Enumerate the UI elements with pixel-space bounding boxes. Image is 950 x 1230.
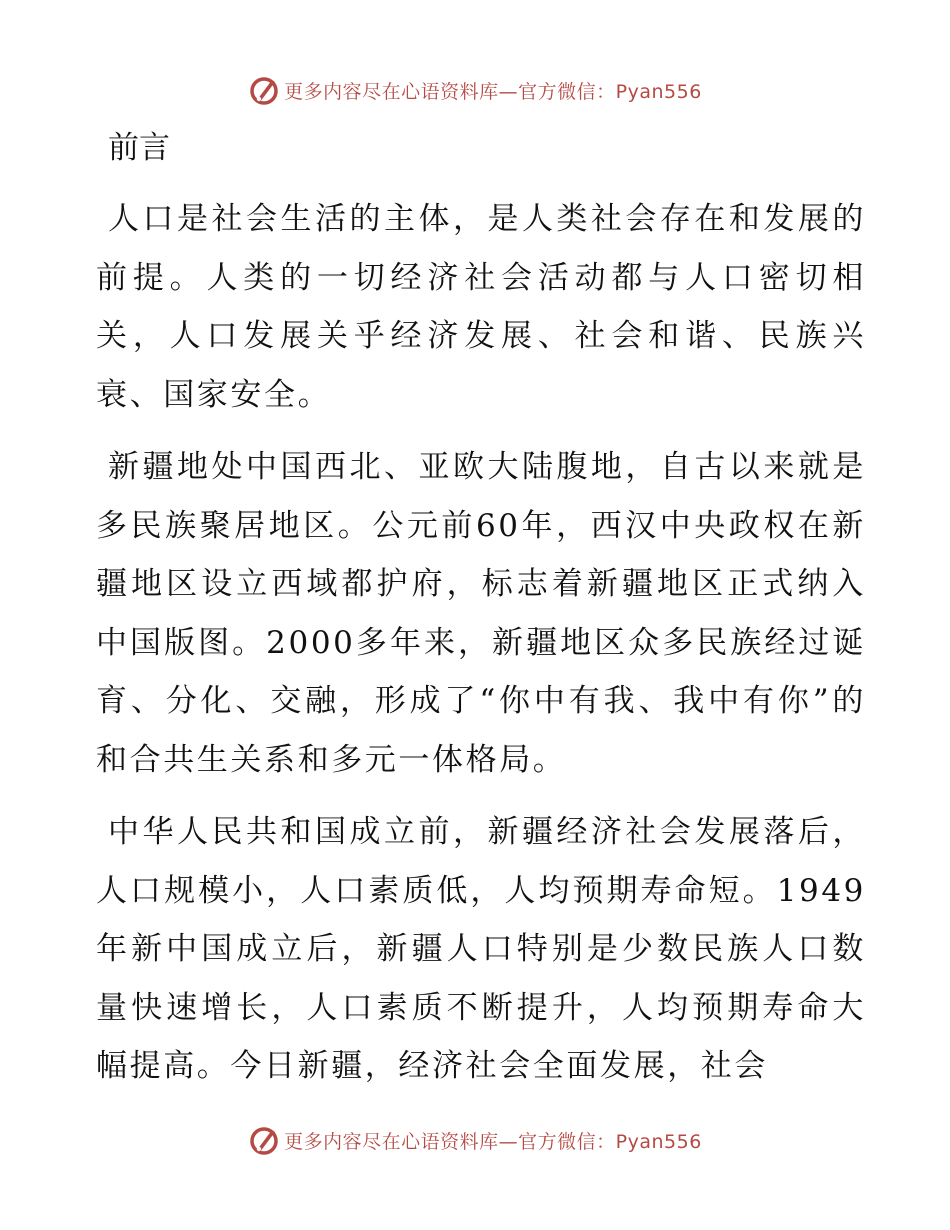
paragraph-3: 中华人民共和国成立前，新疆经济社会发展落后，人口规模小，人口素质低，人均预期寿命短。1949年新中国成立后，新疆人口特别是少数民族人口数量快速增长，人口素质不断提升，人均预期寿命大幅提高。今日新疆，经济社会全面发展，社会 [96,814,866,1084]
watermark-text: 更多内容尽在心语资料库—官方微信：Pyan556 [284,80,702,103]
watermark-banner-bottom [0,1120,950,1160]
paragraph-2: 新疆地处中国西北、亚欧大陆腹地，自古以来就是多民族聚居地区。公元前60年，西汉中央政权在新疆地区设立西域都护府，标志着新疆地区正式纳入中国版图。2000多年来，新疆地区众多民族经过诞育、分化、交融，形成了“你中有我、我中有你”的和合共生关系和多元一体格局。 [96,449,866,778]
watermark-banner-top [0,70,950,110]
document-body [96,120,866,1096]
page-title: 前言 [108,130,170,166]
pen-logo-icon [248,74,280,106]
paragraph-1: 人口是社会生活的主体，是人类社会存在和发展的前提。人类的一切经济社会活动都与人口密切相关，人口发展关乎经济发展、社会和谐、民族兴衰、国家安全。 [96,201,866,413]
pen-logo-icon [248,1124,280,1156]
watermark-text: 更多内容尽在心语资料库—官方微信：Pyan556 [284,1130,702,1153]
